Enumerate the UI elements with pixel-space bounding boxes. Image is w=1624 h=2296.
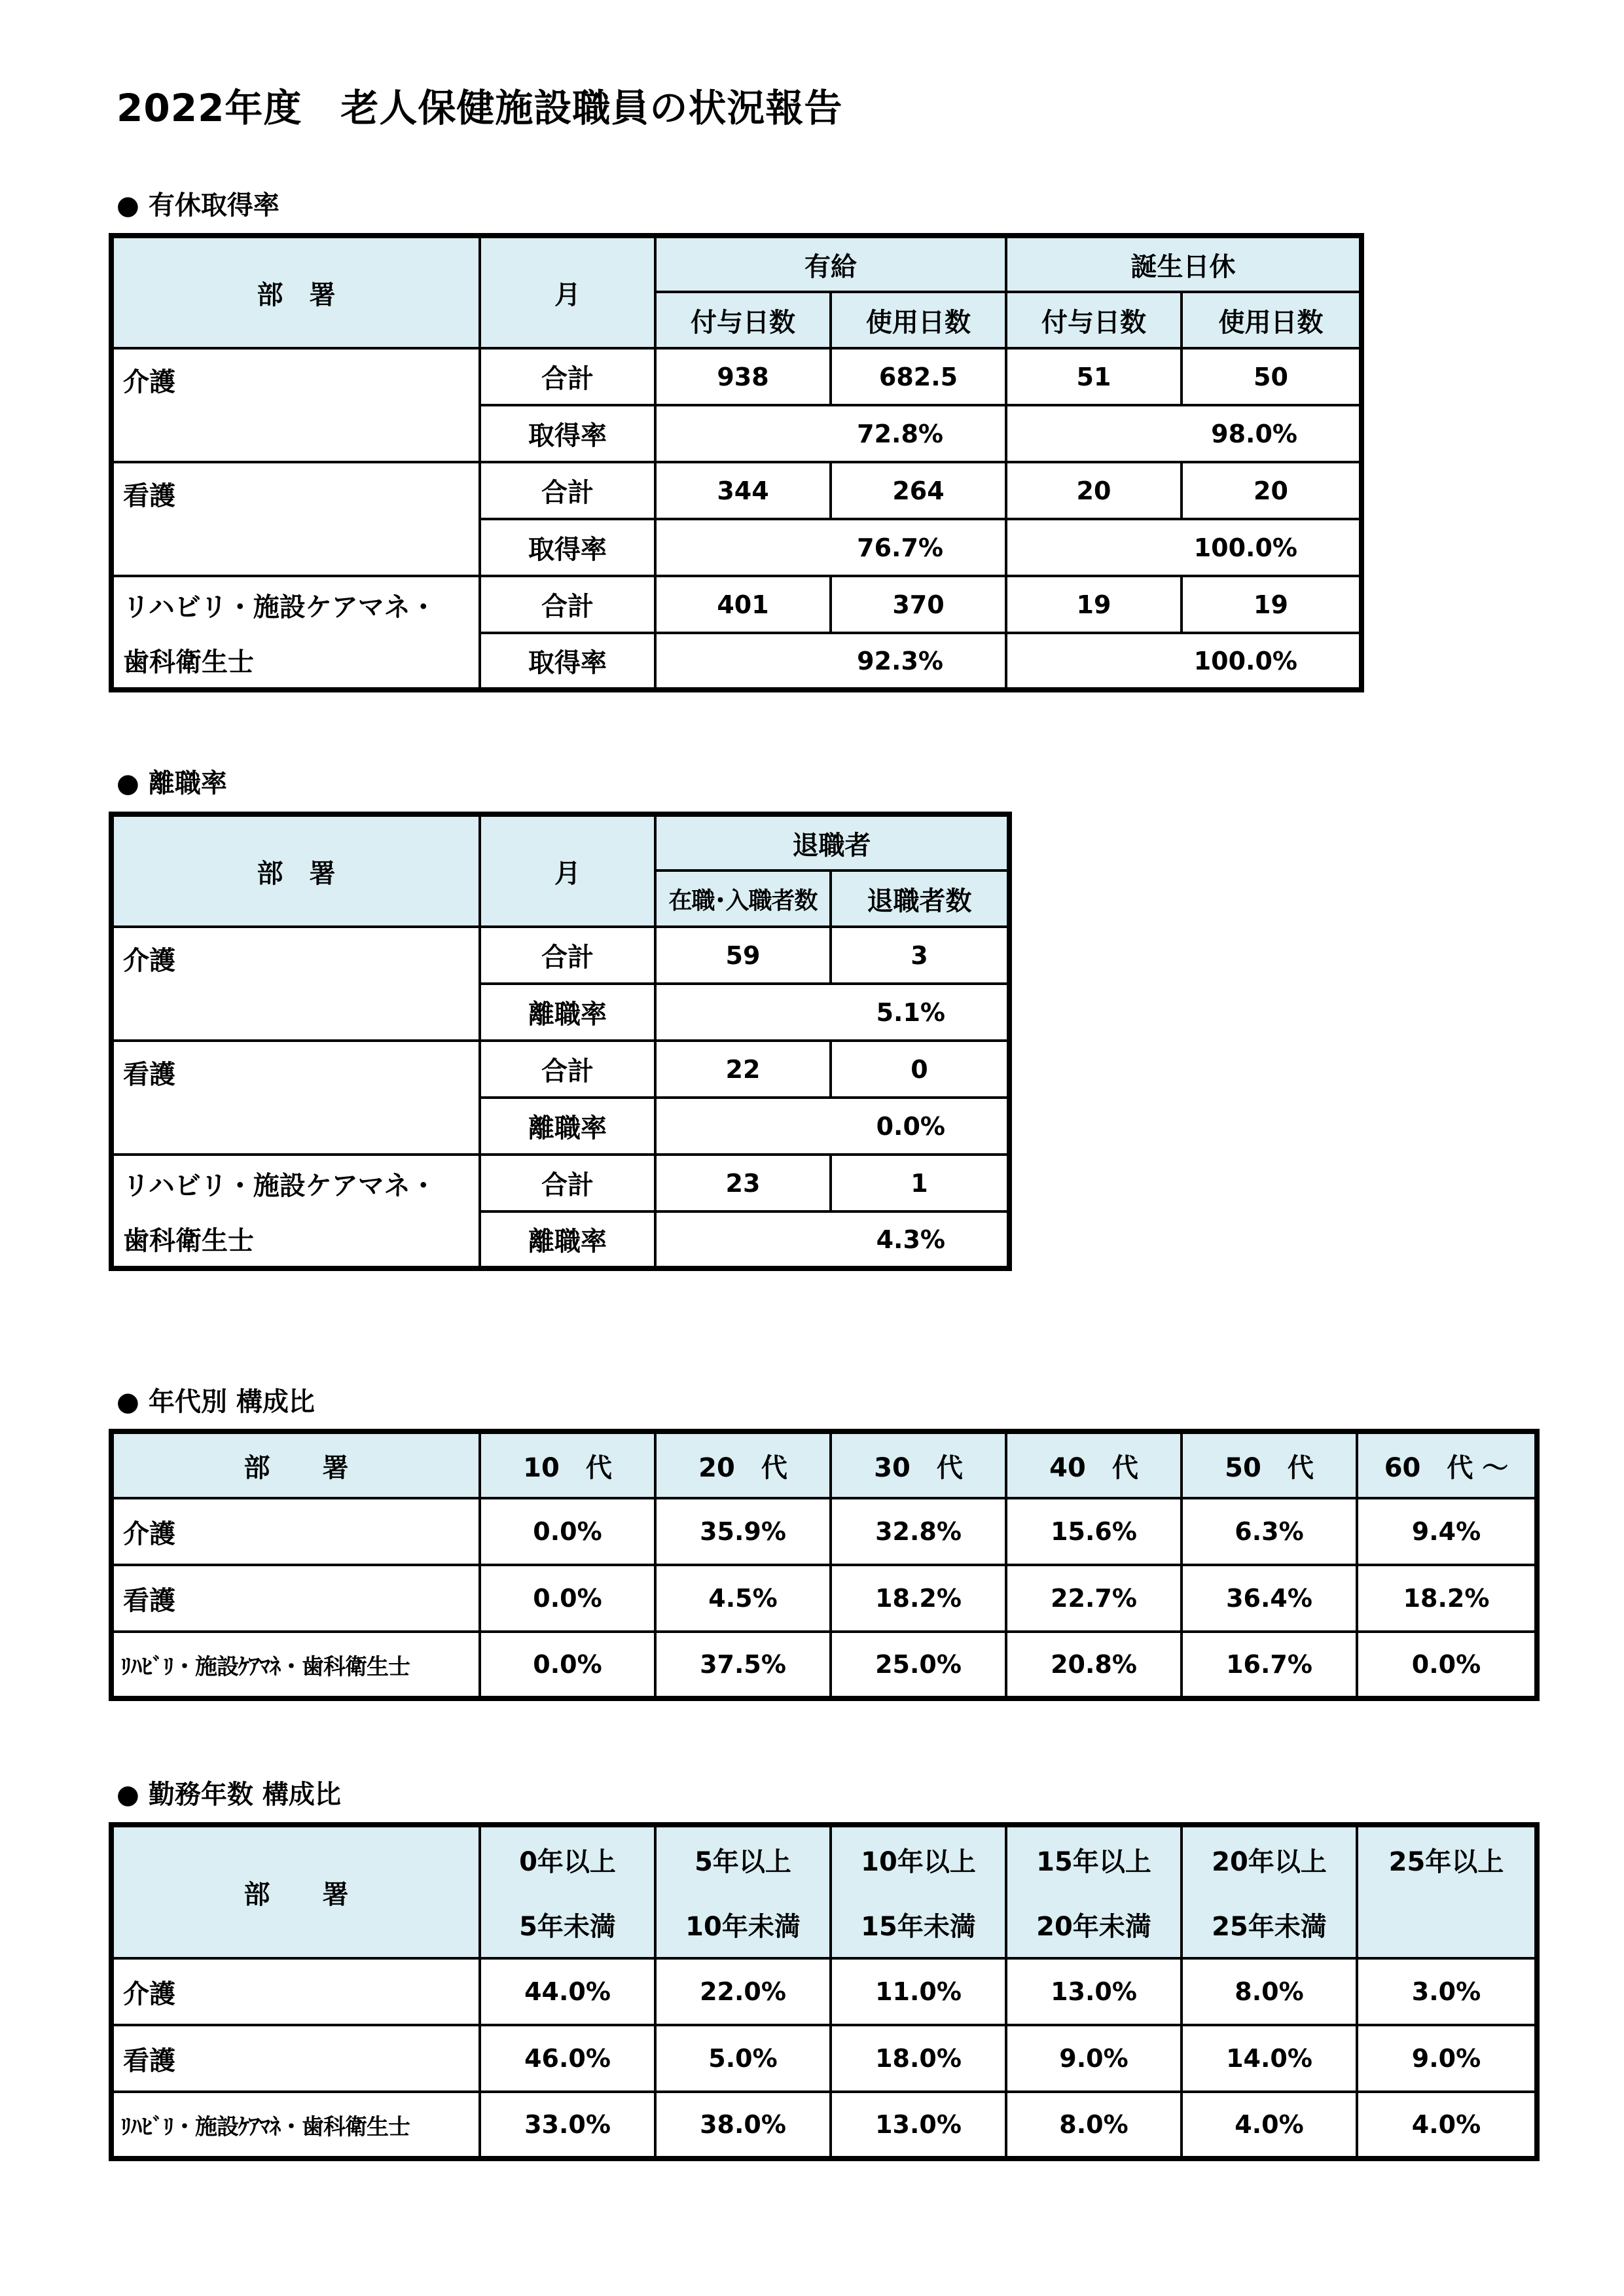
bd-used: 20 [1182,462,1362,519]
section-heading-leave: ● 有休取得率 [117,190,280,221]
header-age-30s: 30 代 [831,1431,1006,1498]
header-tenure-to: 25年未満 [1182,1892,1357,1958]
table-row [111,1632,1537,1698]
tenure-value: 9.0% [1357,2025,1537,2092]
bullet-icon: ● [117,768,139,798]
header-tenure-to [1357,1892,1537,1958]
table-row [111,1958,1537,2025]
dept-rehab-line2: 歯科衛生士 [111,633,480,690]
total-label: 合計 [480,1155,655,1211]
header-dept: 部 署 [111,814,480,927]
header-tenure-from: 5年以上 [655,1825,831,1892]
age-table [109,1429,1540,1701]
age-value: 15.6% [1006,1498,1182,1565]
age-value: 9.4% [1357,1498,1537,1565]
age-value: 0.0% [480,1565,655,1632]
dept-kango: 看護 [111,462,480,576]
age-value: 25.0% [831,1632,1006,1698]
section-heading-age: ● 年代別 構成比 [117,1387,315,1417]
header-tenure-from: 0年以上 [480,1825,655,1892]
total-label: 合計 [480,1041,655,1098]
enrolled-count: 23 [655,1155,831,1211]
bullet-icon: ● [117,1780,139,1810]
age-value: 18.2% [1357,1565,1537,1632]
header-month: 月 [480,236,655,348]
age-value: 36.4% [1182,1565,1357,1632]
dept-kaigo: 介護 [111,1498,480,1565]
table-row [111,1498,1537,1565]
tenure-value: 8.0% [1006,2092,1182,2159]
total-label: 合計 [480,462,655,519]
leave-table [109,233,1364,692]
bd-used: 50 [1182,348,1362,405]
bd-used: 19 [1182,576,1362,633]
dept-kango: 看護 [111,1041,480,1155]
table-row [111,2092,1537,2159]
header-bd-granted: 付与日数 [1006,292,1182,348]
retired-count: 3 [831,927,1009,984]
rate-label: 取得率 [480,633,655,690]
age-value: 35.9% [655,1498,831,1565]
rate-label: 離職率 [480,984,655,1041]
tenure-value: 38.0% [655,2092,831,2159]
header-tenure-to: 10年未満 [655,1892,831,1958]
paid-rate: 92.3% [655,633,1006,690]
age-value: 0.0% [480,1498,655,1565]
age-value: 0.0% [1357,1632,1537,1698]
rate-label: 取得率 [480,519,655,576]
bd-rate: 98.0% [1006,405,1362,462]
header-tenure-from: 10年以上 [831,1825,1006,1892]
turnover-rate: 0.0% [655,1098,1009,1155]
paid-rate: 76.7% [655,519,1006,576]
age-value: 16.7% [1182,1632,1357,1698]
header-age-20s: 20 代 [655,1431,831,1498]
table-row [111,1565,1537,1632]
table-row [111,2025,1537,2092]
tenure-value: 11.0% [831,1958,1006,2025]
tenure-value: 5.0% [655,2025,831,2092]
dept-kango: 看護 [111,2025,480,2092]
tenure-value: 13.0% [1006,1958,1182,2025]
tenure-value: 14.0% [1182,2025,1357,2092]
age-value: 0.0% [480,1632,655,1698]
dept-rehab: ﾘﾊﾋﾞﾘ・施設ｹｱﾏﾈ・歯科衛生士 [111,2092,480,2159]
header-birthday: 誕生日休 [1006,236,1362,292]
header-age-50s: 50 代 [1182,1431,1357,1498]
dept-kaigo: 介護 [111,1958,480,2025]
retired-count: 1 [831,1155,1009,1211]
header-dept: 部 署 [111,1431,480,1498]
bd-rate: 100.0% [1006,519,1362,576]
paid-granted: 401 [655,576,831,633]
bullet-icon: ● [117,1387,139,1417]
rate-label: 離職率 [480,1098,655,1155]
dept-kaigo: 介護 [111,348,480,462]
total-label: 合計 [480,348,655,405]
header-tenure-to: 5年未満 [480,1892,655,1958]
header-paid-granted: 付与日数 [655,292,831,348]
tenure-table [109,1822,1540,2161]
age-value: 6.3% [1182,1498,1357,1565]
age-value: 20.8% [1006,1632,1182,1698]
tenure-value: 4.0% [1182,2092,1357,2159]
header-tenure-from: 20年以上 [1182,1825,1357,1892]
age-value: 37.5% [655,1632,831,1698]
paid-granted: 938 [655,348,831,405]
tenure-value: 13.0% [831,2092,1006,2159]
paid-granted: 344 [655,462,831,519]
turnover-rate: 5.1% [655,984,1009,1041]
tenure-value: 8.0% [1182,1958,1357,2025]
header-retired: 退職者数 [831,870,1009,927]
tenure-value: 3.0% [1357,1958,1537,2025]
tenure-value: 4.0% [1357,2092,1537,2159]
total-label: 合計 [480,927,655,984]
retired-count: 0 [831,1041,1009,1098]
bd-granted: 19 [1006,576,1182,633]
enrolled-count: 22 [655,1041,831,1098]
bd-rate: 100.0% [1006,633,1362,690]
tenure-value: 44.0% [480,1958,655,2025]
tenure-value: 9.0% [1006,2025,1182,2092]
age-value: 32.8% [831,1498,1006,1565]
header-tenure-to: 15年未満 [831,1892,1006,1958]
header-tenure-from: 25年以上 [1357,1825,1537,1892]
total-label: 合計 [480,576,655,633]
header-tenure-to: 20年未満 [1006,1892,1182,1958]
header-dept: 部 署 [111,236,480,348]
dept-rehab-line1: リハビリ・施設ケアマネ・ [111,1155,480,1211]
dept-rehab-line1: リハビリ・施設ケアマネ・ [111,576,480,633]
tenure-value: 33.0% [480,2092,655,2159]
dept-kango: 看護 [111,1565,480,1632]
age-value: 4.5% [655,1565,831,1632]
paid-used: 682.5 [831,348,1006,405]
paid-used: 264 [831,462,1006,519]
header-bd-used: 使用日数 [1182,292,1362,348]
turnover-table [109,812,1012,1271]
section-heading-turnover: ● 離職率 [117,768,227,798]
header-age-60s: 60 代 ～ [1357,1431,1537,1498]
paid-rate: 72.8% [655,405,1006,462]
page-title: 2022年度 老人保健施設職員の状況報告 [117,86,843,130]
dept-rehab: ﾘﾊﾋﾞﾘ・施設ｹｱﾏﾈ・歯科衛生士 [111,1632,480,1698]
age-value: 22.7% [1006,1565,1182,1632]
rate-label: 離職率 [480,1211,655,1268]
header-dept: 部 署 [111,1825,480,1958]
dept-rehab-line2: 歯科衛生士 [111,1211,480,1268]
bd-granted: 51 [1006,348,1182,405]
enrolled-count: 59 [655,927,831,984]
turnover-rate: 4.3% [655,1211,1009,1268]
header-paid: 有給 [655,236,1006,292]
header-paid-used: 使用日数 [831,292,1006,348]
tenure-value: 22.0% [655,1958,831,2025]
header-enrolled: 在職･入職者数 [655,870,831,927]
header-age-40s: 40 代 [1006,1431,1182,1498]
header-age-10s: 10 代 [480,1431,655,1498]
rate-label: 取得率 [480,405,655,462]
age-value: 18.2% [831,1565,1006,1632]
header-tenure-from: 15年以上 [1006,1825,1182,1892]
bd-granted: 20 [1006,462,1182,519]
section-heading-tenure: ● 勤務年数 構成比 [117,1780,341,1810]
paid-used: 370 [831,576,1006,633]
tenure-value: 18.0% [831,2025,1006,2092]
dept-kaigo: 介護 [111,927,480,1041]
header-retirees: 退職者 [655,814,1009,870]
header-month: 月 [480,814,655,927]
tenure-value: 46.0% [480,2025,655,2092]
bullet-icon: ● [117,190,139,221]
